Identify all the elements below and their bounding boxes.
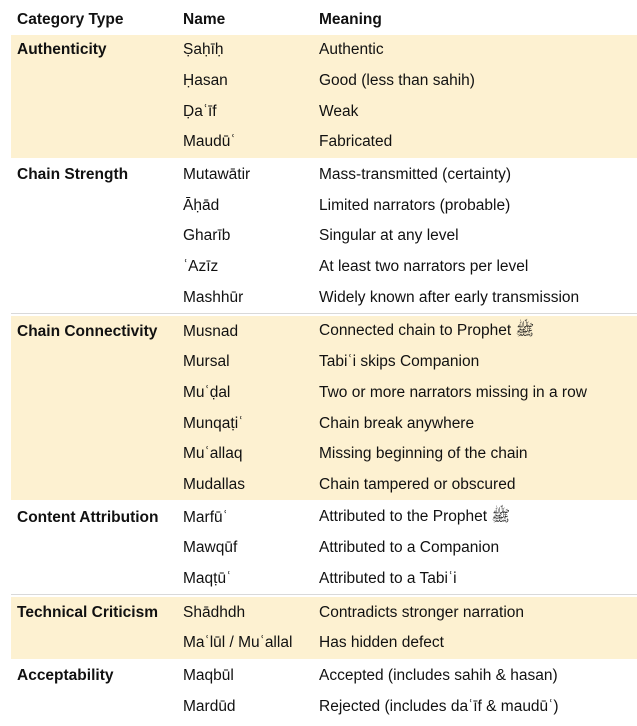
table-row <box>11 564 637 595</box>
category-cell: Authenticity <box>17 41 107 59</box>
term-name-cell: Mudallas <box>183 475 246 493</box>
category-group <box>11 158 637 314</box>
table-row <box>11 221 637 252</box>
term-name-cell: Maʿlūl / Muʿallal <box>183 634 293 652</box>
term-meaning-cell: Weak <box>319 102 359 120</box>
table-row <box>11 408 637 439</box>
table-row <box>11 347 637 378</box>
header-name: Name <box>183 10 226 28</box>
table-row <box>11 691 637 722</box>
table-row <box>11 66 637 97</box>
category-cell: Chain Strength <box>17 166 129 184</box>
term-name-cell: Mashhūr <box>183 288 244 306</box>
term-meaning-cell: Good (less than sahih) <box>319 72 475 90</box>
term-name-cell: Muʿḍal <box>183 383 231 401</box>
term-name-cell: Mursal <box>183 353 230 371</box>
term-name-cell: Muʿallaq <box>183 445 243 463</box>
term-name-cell: Marfūʿ <box>183 508 228 526</box>
term-name-cell: Musnad <box>183 322 239 340</box>
table-row <box>11 160 637 191</box>
term-meaning-cell: Mass-transmitted (certainty) <box>319 166 512 184</box>
table-row <box>11 96 637 127</box>
table-row <box>11 378 637 409</box>
term-meaning-cell: Chain tampered or obscured <box>319 475 516 493</box>
term-name-cell: Mutawātir <box>183 166 251 184</box>
term-name-cell: Mardūd <box>183 697 236 715</box>
table-row <box>11 470 637 501</box>
term-meaning-cell: Two or more narrators missing in a row <box>319 383 587 401</box>
term-name-cell: Āḥād <box>183 196 220 214</box>
term-name-cell: Mawqūf <box>183 539 238 557</box>
term-meaning-cell: Singular at any level <box>319 227 459 245</box>
category-group <box>11 500 637 595</box>
table-row <box>11 190 637 221</box>
table-row <box>11 533 637 564</box>
term-meaning-cell: Limited narrators (probable) <box>319 196 511 214</box>
category-group <box>11 33 637 158</box>
term-name-cell: Maqbūl <box>183 667 234 685</box>
term-meaning-cell: Fabricated <box>319 133 393 151</box>
category-cell: Content Attribution <box>17 508 159 526</box>
header-meaning: Meaning <box>319 10 382 28</box>
term-name-cell: Gharīb <box>183 227 231 245</box>
term-meaning-cell: Missing beginning of the chain <box>319 445 528 463</box>
term-meaning-cell: Has hidden defect <box>319 634 444 652</box>
term-meaning-cell: Attributed to a Tabiʿi <box>319 570 457 588</box>
table-row <box>11 35 637 66</box>
table-body <box>11 33 637 722</box>
category-cell: Chain Connectivity <box>17 322 158 340</box>
table-row <box>11 439 637 470</box>
term-meaning-cell: Widely known after early transmission <box>319 288 580 306</box>
table-row <box>11 252 637 283</box>
header-category: Category Type <box>17 10 124 28</box>
term-name-cell: Ṣaḥīḥ <box>183 41 224 59</box>
term-meaning-cell: At least two narrators per level <box>319 258 529 276</box>
term-name-cell: Ḥasan <box>183 72 228 90</box>
category-cell: Technical Criticism <box>17 603 158 621</box>
term-name-cell: Maudūʿ <box>183 133 236 151</box>
table-row <box>11 283 637 314</box>
term-meaning-cell: Contradicts stronger narration <box>319 603 525 621</box>
term-meaning-cell: Accepted (includes sahih & hasan) <box>319 667 558 685</box>
table-row <box>11 316 637 347</box>
term-meaning-cell: Attributed to a Companion <box>319 539 500 557</box>
table-row <box>11 127 637 158</box>
table-row <box>11 661 637 692</box>
term-meaning-cell: Rejected (includes daʿīf & maudūʿ) <box>319 697 559 715</box>
table-row <box>11 597 637 628</box>
table-header <box>11 6 637 33</box>
term-meaning-cell: Chain break anywhere <box>319 414 475 432</box>
category-group <box>11 595 637 658</box>
term-name-cell: Maqṭūʿ <box>183 570 232 588</box>
term-name-cell: Shādhdh <box>183 603 246 621</box>
category-group <box>11 659 637 722</box>
term-meaning-cell: Connected chain to Prophet ﷺ <box>319 322 535 340</box>
table-row <box>11 628 637 659</box>
table-row <box>11 502 637 533</box>
hadith-classification-table <box>11 6 637 722</box>
category-group <box>11 314 637 500</box>
category-cell: Acceptability <box>17 667 114 685</box>
term-meaning-cell: Authentic <box>319 41 384 59</box>
term-name-cell: ʿAzīz <box>183 258 219 276</box>
term-name-cell: Munqaṭiʿ <box>183 414 244 432</box>
term-meaning-cell: Attributed to the Prophet ﷺ <box>319 508 511 526</box>
term-meaning-cell: Tabiʿi skips Companion <box>319 353 480 371</box>
term-name-cell: Ḍaʿīf <box>183 102 217 120</box>
